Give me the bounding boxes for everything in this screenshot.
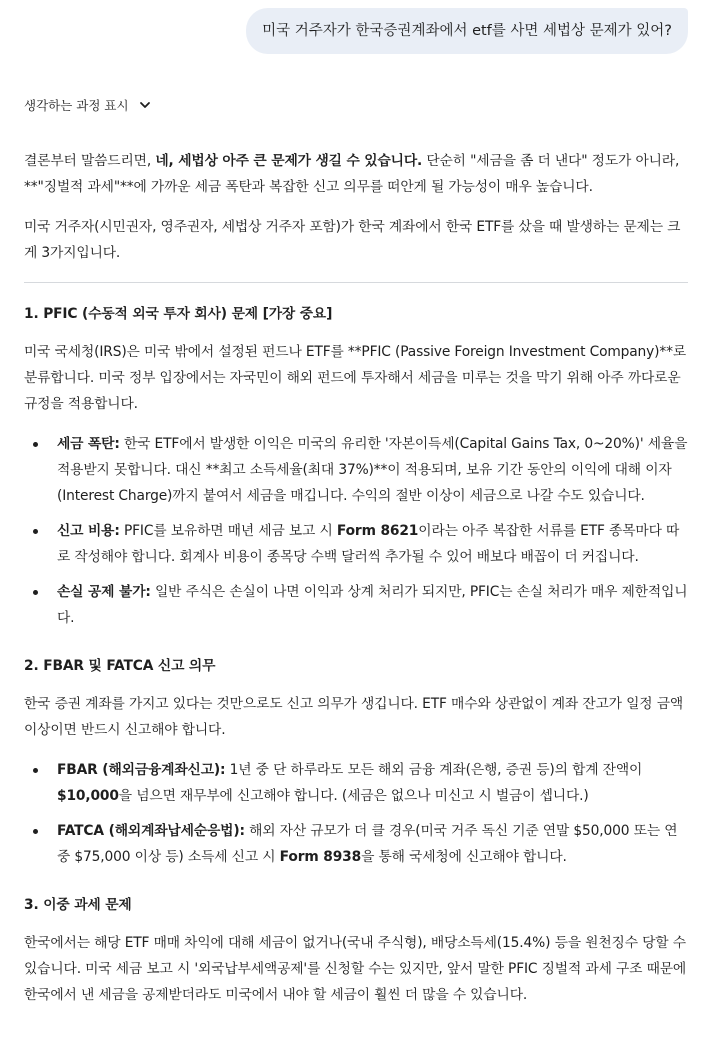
bullet-text-rest: 을 넘으면 재무부에 신고해야 합니다. (세금은 없으나 미신고 시 벌금이 셉니다.) (118, 788, 589, 804)
user-message-bubble: 미국 거주자가 한국증권계좌에서 etf를 사면 세법상 문제가 있어? (246, 8, 688, 54)
section-2-heading: 2. FBAR 및 FATCA 신고 의무 (24, 658, 216, 674)
bullet-label: 신고 비용: (57, 523, 120, 539)
list-item (24, 518, 688, 570)
bullet-text: 일반 주식은 손실이 나면 이익과 상계 처리가 되지만, PFIC는 손실 처리가 매우 제한적입니다. (57, 584, 688, 626)
chevron-down-icon (139, 99, 151, 111)
intro-paragraph-1 (24, 148, 688, 200)
intro-text: 결론부터 말씀드리면, (24, 153, 156, 169)
section-1-heading: 1. PFIC (수동적 외국 투자 회사) 문제 [가장 중요] (24, 306, 333, 322)
list-item (24, 818, 688, 870)
user-message-row (246, 8, 688, 54)
list-item (24, 579, 688, 631)
bullet-text: PFIC를 보유하면 매년 세금 보고 시 (119, 523, 337, 539)
bullet-label: FATCA (해외계좌납세순응법): (57, 823, 245, 839)
bullet-text-rest: 을 통해 국세청에 신고해야 합니다. (361, 849, 567, 865)
intro-bold: 네, 세법상 아주 큰 문제가 생길 수 있습니다. (155, 153, 423, 169)
list-item (24, 757, 688, 809)
section-1-list (24, 431, 688, 631)
show-thinking-toggle[interactable] (24, 96, 151, 114)
form-name: Form 8938 (279, 849, 362, 865)
show-thinking-label: 생각하는 과정 표시 (24, 98, 129, 113)
bullet-text-rest: 이라는 아주 복잡한 서류를 ETF 종목마다 따로 작성해야 합니다. 회계사 비용이 종목당 수백 달러씩 추가될 수 있어 배보다 배꼽이 더 커집니다. (57, 523, 680, 565)
bullet-label: 세금 폭탄: (57, 436, 120, 452)
section-3-heading: 3. 이중 과세 문제 (24, 897, 132, 913)
divider (24, 282, 688, 283)
list-item (24, 431, 688, 509)
assistant-response (24, 148, 688, 1022)
section-2-list (24, 757, 688, 870)
form-name: Form 8621 (336, 523, 419, 539)
bullet-text: 1년 중 단 하루라도 모든 해외 금융 계좌(은행, 증권 등)의 합계 잔액이 (225, 762, 643, 778)
amount: $10,000 (57, 788, 119, 804)
intro-text-rest: 단순히 "세금을 좀 더 낸다" 정도가 아니라, **"징벌적 과세"**에 가까운 세금 폭탄과 복잡한 신고 의무를 떠안게 될 가능성이 매우 높습니다. (24, 153, 680, 195)
section-2-paragraph: 한국 증권 계좌를 가지고 있다는 것만으로도 신고 의무가 생깁니다. ETF 매수와 상관없이 계좌 잔고가 일정 금액 이상이면 반드시 신고해야 합니다. (24, 696, 684, 738)
section-3-paragraph: 한국에서는 해당 ETF 매매 차익에 대해 세금이 없거나(국내 주식형), 배당소득세(15.4%) 등을 원천징수 당할 수 있습니다. 미국 세금 보고 시 '외국납부세액공제'를 신청할 수는 있지만, 앞서 말한 PFIC 징벌적 과세 구조 때문에 한국에서 낸 세금을 공제받더라도 미국에서 내야 할 세금이 훨씬 더 많을 수 있습니다. (24, 935, 687, 1003)
bullet-text: 한국 ETF에서 발생한 이익은 미국의 유리한 '자본이득세(Capital Gains Tax, 0~20%)' 세율을 적용받지 못합니다. 대신 **최고 소득세율(최대 37%)**이 적용되며, 보유 기간 동안의 이익에 대해 이자(Interest Charge)까지 붙여서 세금을 매깁니다. 수익의 절반 이상이 세금으로 나갈 수도 있습니다. (57, 436, 688, 504)
bullet-label: FBAR (해외금융계좌신고): (57, 762, 226, 778)
bullet-label: 손실 공제 불가: (57, 584, 151, 600)
section-1-paragraph: 미국 국세청(IRS)은 미국 밖에서 설정된 펀드나 ETF를 **PFIC (Passive Foreign Investment Company)**로 분류합니다. 미국 정부 입장에서는 자국민이 해외 펀드에 투자해서 세금을 미루는 것을 막기 위해 아주 까다로운 규정을 적용합니다. (24, 344, 687, 412)
bullet-text: 해외 자산 규모가 더 클 경우(미국 거주 독신 기준 연말 $50,000 또는 연중 $75,000 이상 등) 소득세 신고 시 (57, 823, 678, 865)
intro-paragraph-2: 미국 거주자(시민권자, 영주권자, 세법상 거주자 포함)가 한국 계좌에서 한국 ETF를 샀을 때 발생하는 문제는 크게 3가지입니다. (24, 219, 681, 261)
